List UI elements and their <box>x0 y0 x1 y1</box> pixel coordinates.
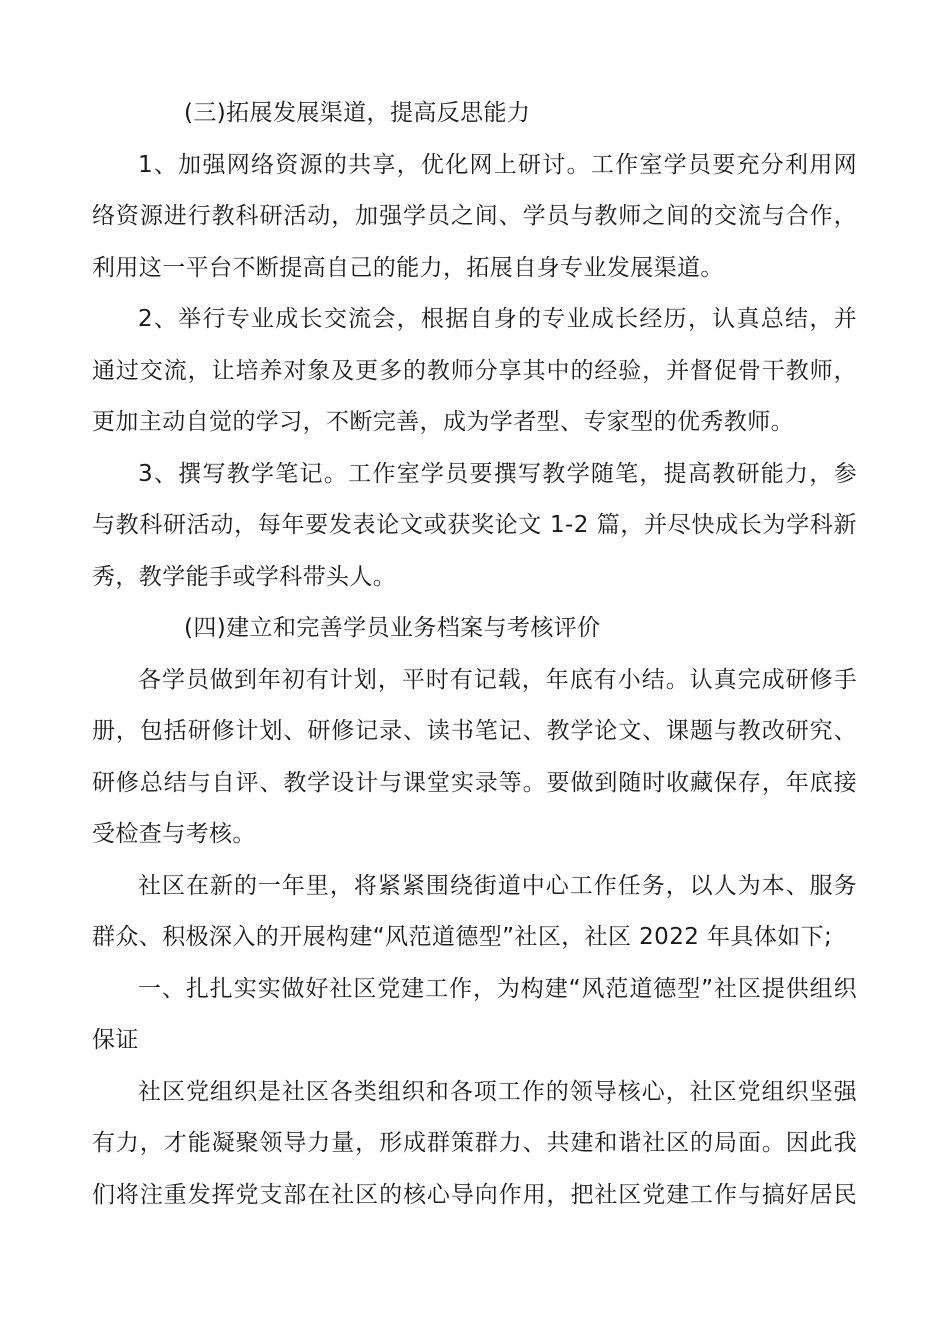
text-line: 利用这一平台不断提高自己的能力，拓展自身专业发展渠道。 <box>92 254 724 281</box>
text-line: 通过交流，让培养对象及更多的教师分享其中的经验，并督促骨干教师， <box>92 357 857 384</box>
paragraph-party <box>92 1067 857 1222</box>
text-line: 与教科研活动，每年要发表论文或获奖论文 1-2 篇，并尽快成长为学科新 <box>92 512 857 538</box>
text-line: 保证 <box>92 1027 139 1053</box>
paragraph-community <box>92 861 857 964</box>
text-line: 2、举行专业成长交流会，根据自身的专业成长经历，认真总结，并 <box>138 306 857 332</box>
section-heading-3 <box>92 88 857 140</box>
text-line: 们将注重发挥党支部在社区的核心导向作用，把社区党建工作与搞好居民 <box>92 1181 857 1208</box>
text-line: 社区在新的一年里，将紧紧围绕街道中心工作任务，以人为本、服务 <box>138 872 857 899</box>
text-line: 3、撰写教学笔记。工作室学员要撰写教学随笔，提高教研能力，参 <box>138 460 857 487</box>
text-line: 社区党组织是社区各类组织和各项工作的领导核心，社区党组织坚强 <box>138 1078 857 1105</box>
text-line: 更加主动自觉的学习，不断完善，成为学者型、专家型的优秀教师。 <box>92 409 794 435</box>
text-line: 秀，教学能手或学科带头人。 <box>92 563 397 590</box>
text-line: 各学员做到年初有计划，平时有记载，年底有小结。认真完成研修手 <box>138 666 857 693</box>
document-page <box>92 88 857 1221</box>
text-line: 有力，才能凝聚领导力量，形成群策群力、共建和谐社区的局面。因此我 <box>92 1130 857 1156</box>
text-line: 研修总结与自评、教学设计与课堂实录等。要做到随时收藏保存，年底接 <box>92 769 857 796</box>
text-line: 册，包括研修计划、研修记录、读书笔记、教学论文、课题与教改研究、 <box>92 718 857 744</box>
text-line: 一、扎扎实实做好社区党建工作，为构建“风范道德型”社区提供组织 <box>138 975 857 1002</box>
text-line: 1、加强网络资源的共享，优化网上研讨。工作室学员要充分利用网 <box>138 151 857 178</box>
text-line: 受检查与考核。 <box>92 821 256 847</box>
section-heading-4 <box>92 603 857 655</box>
text-line: (三)拓展发展渠道，提高反思能力 <box>184 100 531 126</box>
paragraph-party-title <box>92 964 857 1067</box>
text-line: (四)建立和完善学员业务档案与考核评价 <box>184 615 601 641</box>
paragraph-item-1 <box>92 140 857 295</box>
text-line: 群众、积极深入的开展构建“风范道德型”社区，社区 2022 年具体如下; <box>92 924 833 950</box>
paragraph-item-3 <box>92 449 857 604</box>
paragraph-archive <box>92 655 857 861</box>
paragraph-item-2 <box>92 294 857 449</box>
text-line: 络资源进行教科研活动，加强学员之间、学员与教师之间的交流与合作， <box>92 203 857 229</box>
